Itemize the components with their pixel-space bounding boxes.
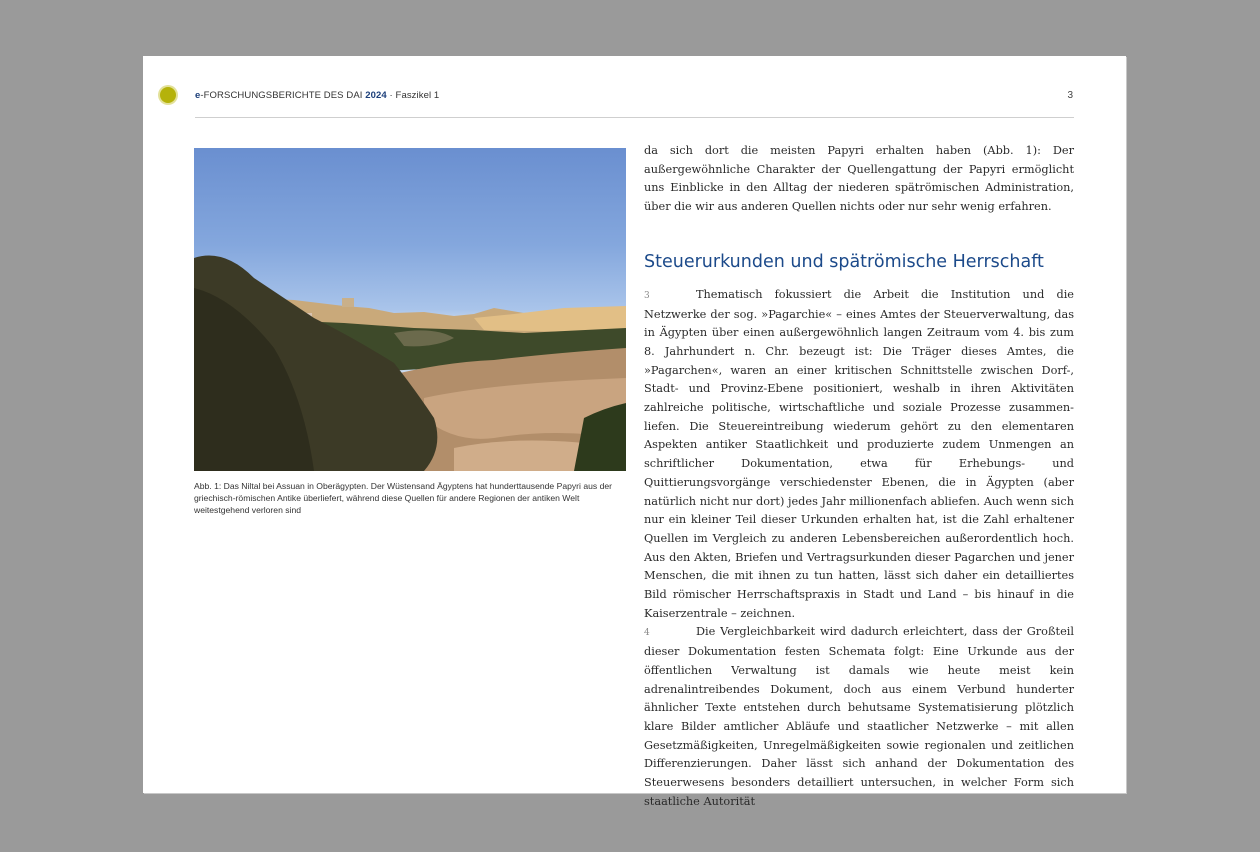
document-page bbox=[143, 56, 1126, 808]
paragraph-4 bbox=[644, 623, 1074, 811]
paragraph-text: Thematisch fokussiert die Arbeit die Institution und die Netzwerke der sog. »Pagarchie« – eines Amtes der Steuerverwaltung, das in Ägypten über einen außergewöhnlich langen Zeitraum vom 4. bis zum 8. Jahrhundert n. Chr. bezeugt ist: Die Träger dieses Amtes, die »Pagarchen«, waren an einer kritischen Schnittstelle zwischen Dorf-, Stadt- und Provinz-Ebene positioniert, weshalb in ihren Aktivitäten zahlreiche politische, wirtschaftliche und soziale Prozesse zusammenliefen. Die Steuereintreibung wiederum gehört zu den elementaren Aspekten antiker Staatlichkeit und produzierte zudem Unmengen an schriftlicher Dokumentation, etwa für Erhebungs- und Quittierungsvorgänge verschiedenster Ebenen, die in Ägypten (aber natürlich nicht nur dort) jedes Jahr millionenfach abliefen. Auch wenn sich nur ein kleiner Teil dieser Urkunden erhalten hat, ist die Zahl erhaltener Quellen im Vergleich zu anderen Lebensbereichen außerordentlich hoch. Aus den Akten, Briefen und Vertragsurkunden dieser Pagarchen und jener Menschen, die mit ihnen zu tun hatten, lässt sich daher ein detailliertes Bild römischer Herrschaftspraxis in Stadt und Land – bis hinauf in die Kaiserzentrale – zeichnen. bbox=[644, 287, 1074, 620]
series-prefix: e bbox=[195, 90, 201, 101]
intro-paragraph: da sich dort die meisten Papyri erhalten haben (Abb. 1): Der außergewöhnliche Charakter der Quellengattung der Papyri ermöglicht uns Einblicke in den Alltag der niederen spätrömischen Administration, über die wir aus anderen Quellen nichts oder nur sehr wenig erfahren. bbox=[644, 144, 1074, 214]
page-number: 3 bbox=[1067, 90, 1073, 101]
fascicle-label: · Faszikel 1 bbox=[389, 90, 440, 101]
paragraph-number: 4 bbox=[644, 628, 650, 639]
figure-caption: Abb. 1: Das Niltal bei Assuan in Oberägypten. Der Wüstensand Ägyptens hat hunderttausende Papyri aus der griechisch-römischen Antike überliefert, während diese Quellen für andere Regionen der antiken Welt weitestgehend verloren sind bbox=[194, 481, 613, 515]
paragraph-number: 3 bbox=[644, 290, 650, 301]
series-year: 2024 bbox=[365, 90, 387, 101]
section-heading: Steuerurkunden und spätrömische Herrschaft bbox=[644, 251, 1044, 272]
paragraph-3 bbox=[644, 286, 1074, 624]
paragraph-text: Die Vergleichbarkeit wird dadurch erleichtert, dass der Großteil dieser Dokumentation festen Schemata folgt: Eine Urkunde aus der öffentlichen Verwaltung ist damals wie heute meist kein adrenalintreibendes Dokument, doch aus einem Verbund hunderter ähnlicher Texte entstehen durch behutsame Systematisierung plötzlich klare Bilder amtlicher Abläufe und staatlicher Netzwerke – mit allen Gesetzmäßigkeiten, Unregelmäßigkeiten sowie regionalen und zeitlichen Differenzierungen. Daher lässt sich anhand der Dokumentation des Steuerwesens besonders detailliert untersuchen, in welcher Form sich staatliche Autorität bbox=[644, 625, 1074, 808]
dai-logo-icon bbox=[160, 87, 176, 103]
figure-image bbox=[194, 148, 626, 471]
text-column bbox=[644, 142, 1074, 812]
landscape-photo-icon bbox=[194, 148, 626, 471]
figure-1 bbox=[194, 148, 626, 516]
series-name: -FORSCHUNGSBERICHTE DES DAI bbox=[200, 90, 363, 101]
running-header bbox=[195, 90, 439, 101]
header-divider bbox=[195, 117, 1074, 118]
